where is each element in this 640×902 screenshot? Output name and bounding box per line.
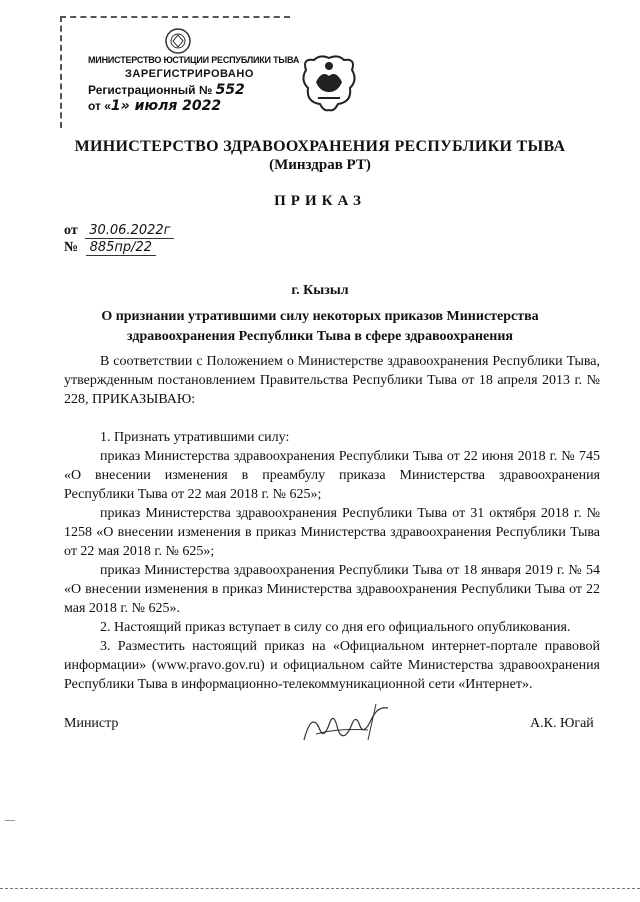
body-item-1: 1. Признать утратившими силу:: [100, 430, 290, 445]
ministry-short-title: (Минздрав РТ): [269, 157, 371, 173]
body-item-1-a: приказ Министерства здравоохранения Республики Тыва от 22 июня 2018 г. № 745 «О внесении изменения в преамбулу приказа Министерства здравоохранения Республики Тыва от 22 мая 2018 г. № 625»;: [64, 449, 600, 502]
order-number: [64, 240, 156, 256]
document-type: ПРИКАЗ: [274, 193, 366, 209]
stamp-date-day: 1: [110, 98, 121, 114]
order-number-label: №: [64, 240, 79, 255]
body-intro: В соответствии с Положением о Министерстве здравоохранения Республики Тыва, утвержденным постановлением Правительства Республики Тыва от 18 апреля 2013 г. № 228, ПРИКАЗЫВАЮ:: [64, 354, 600, 407]
order-body: [64, 352, 600, 694]
order-date-label: от: [64, 223, 78, 238]
stamp-date-rest: » июля 2022: [120, 98, 222, 114]
stamp-number-value: 552: [215, 82, 245, 98]
stamp-number-label: Регистрационный №: [88, 83, 213, 97]
city: г. Кызыл: [291, 283, 349, 298]
signatory-name: А.К. Югай: [530, 716, 594, 731]
stamp-date-label: от «: [88, 99, 111, 113]
ministry-title: МИНИСТЕРСТВО ЗДРАВООХРАНЕНИЯ РЕСПУБЛИКИ ТЫВА: [74, 138, 566, 155]
margin-mark: [5, 820, 15, 821]
signatory-role: Министр: [64, 716, 119, 731]
order-number-value: 885пр/22: [86, 240, 157, 256]
coat-of-arms-icon: [298, 52, 360, 114]
stamp-registered-line: ЗАРЕГИСТРИРОВАНО: [125, 68, 254, 80]
stamp-registration-date: [88, 98, 221, 114]
body-item-2: 2. Настоящий приказ вступает в силу со дня его официального опубликования.: [100, 620, 571, 635]
order-date: [64, 223, 174, 239]
body-item-1-b: приказ Министерства здравоохранения Республики Тыва от 31 октября 2018 г. № 1258 «О внесении изменения в приказ Министерства здравоохранения Республики Тыва от 22 мая 2018 г. № 625»;: [64, 506, 600, 559]
body-item-1-c: приказ Министерства здравоохранения Республики Тыва от 18 января 2019 г. № 54 «О внесении изменения в приказ Министерства здравоохранения Республики Тыва от 22 мая 2018 г. № 625».: [64, 563, 600, 616]
handwritten-signature: [298, 700, 398, 750]
body-item-3: 3. Разместить настоящий приказ на «Официальном интернет-портале правовой информации» (www.pravo.gov.ru) и официальном сайте Министерства здравоохранения Республики Тыва в информационно-телекоммуникационной сети «Интернет».: [64, 639, 600, 692]
page-bottom-edge: [0, 888, 640, 889]
stamp-ministry-line: МИНИСТЕРСТВО ЮСТИЦИИ РЕСПУБЛИКИ ТЫВА: [88, 55, 300, 65]
order-date-value: 30.06.2022г: [85, 223, 174, 239]
stamp-emblem-icon: [163, 26, 193, 56]
order-subject: О признании утратившими силу некоторых приказов Министерства здравоохранения Республики Тыва в сфере здравоохранения: [101, 309, 539, 344]
stamp-registration-number: [88, 82, 245, 98]
